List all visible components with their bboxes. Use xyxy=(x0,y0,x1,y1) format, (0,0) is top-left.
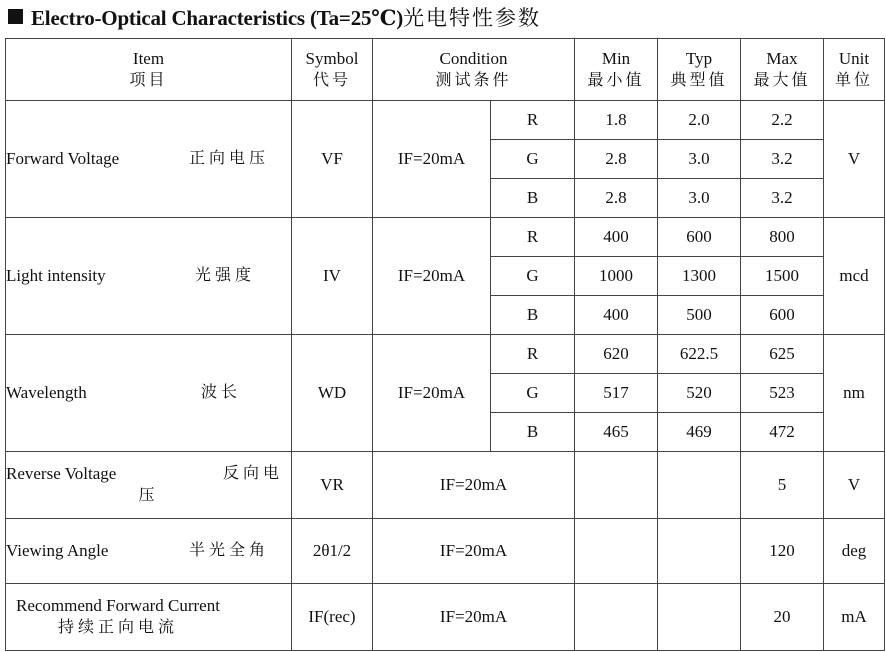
table-row-wavelength-r xyxy=(6,335,885,374)
color-cell: G xyxy=(491,257,575,296)
unit-cell: mA xyxy=(824,584,885,651)
color-cell: G xyxy=(491,374,575,413)
max-cell: 625 xyxy=(741,335,824,374)
table-row-light-intensity-r xyxy=(6,218,885,257)
header-typ-en: Typ xyxy=(685,48,713,68)
color-cell: G xyxy=(491,140,575,179)
color-cell: R xyxy=(491,218,575,257)
header-condition xyxy=(373,39,575,101)
symbol-cell: VF xyxy=(292,101,373,218)
header-min xyxy=(575,39,658,101)
typ-cell xyxy=(658,519,741,584)
typ-cell: 3.0 xyxy=(658,179,741,218)
typ-cell: 1300 xyxy=(658,257,741,296)
table-row-viewing-angle xyxy=(6,519,885,584)
header-symbol xyxy=(292,39,373,101)
typ-cell: 600 xyxy=(658,218,741,257)
condition-cell: IF=20mA xyxy=(373,101,491,218)
condition-cell: IF=20mA xyxy=(373,519,575,584)
header-symbol-en: Symbol xyxy=(305,48,359,68)
item-cn-wrap: 压 xyxy=(138,487,159,504)
table-row-reverse-voltage xyxy=(6,452,885,519)
max-cell: 472 xyxy=(741,413,824,452)
electro-optical-table xyxy=(5,38,885,651)
max-cell: 2.2 xyxy=(741,101,824,140)
typ-cell: 500 xyxy=(658,296,741,335)
min-cell xyxy=(575,519,658,584)
item-reverse-voltage xyxy=(6,452,292,519)
item-light-intensity xyxy=(6,218,292,335)
symbol-cell: IV xyxy=(292,218,373,335)
header-min-cn: 最小值 xyxy=(587,71,645,89)
min-cell: 465 xyxy=(575,413,658,452)
max-cell: 20 xyxy=(741,584,824,651)
header-max xyxy=(741,39,824,101)
condition-cell: IF=20mA xyxy=(373,452,575,519)
item-en: Viewing Angle xyxy=(6,541,109,560)
min-cell: 517 xyxy=(575,374,658,413)
title-english: Electro-Optical Characteristics (Ta=25℃) xyxy=(31,6,404,30)
symbol-cell: 2θ1/2 xyxy=(292,519,373,584)
header-typ-cn: 典型值 xyxy=(670,71,728,89)
max-cell: 3.2 xyxy=(741,140,824,179)
unit-cell: V xyxy=(824,101,885,218)
table-row-recommend-forward-current xyxy=(6,584,885,651)
item-recommend-forward-current xyxy=(6,584,292,651)
header-max-en: Max xyxy=(766,48,798,68)
header-min-en: Min xyxy=(601,48,631,68)
min-cell xyxy=(575,452,658,519)
max-cell: 600 xyxy=(741,296,824,335)
header-item-cn: 项目 xyxy=(129,71,168,89)
typ-cell: 2.0 xyxy=(658,101,741,140)
min-cell: 400 xyxy=(575,218,658,257)
black-square-bullet-icon xyxy=(8,9,23,24)
color-cell: R xyxy=(491,335,575,374)
min-cell: 1000 xyxy=(575,257,658,296)
max-cell: 800 xyxy=(741,218,824,257)
section-title xyxy=(8,2,541,32)
max-cell: 1500 xyxy=(741,257,824,296)
item-cn: 半光全角 xyxy=(188,542,269,559)
header-symbol-cn: 代号 xyxy=(312,71,351,89)
item-en: Recommend Forward Current xyxy=(16,596,220,615)
header-item-en: Item xyxy=(132,48,165,68)
condition-cell: IF=20mA xyxy=(373,335,491,452)
header-condition-en: Condition xyxy=(439,48,508,68)
symbol-cell: VR xyxy=(292,452,373,519)
min-cell: 400 xyxy=(575,296,658,335)
min-cell: 1.8 xyxy=(575,101,658,140)
header-unit xyxy=(824,39,885,101)
color-cell: B xyxy=(491,179,575,218)
condition-cell: IF=20mA xyxy=(373,218,491,335)
title-chinese: 光电特性参数 xyxy=(403,6,542,30)
header-item xyxy=(6,39,292,101)
item-en: Wavelength xyxy=(6,383,87,402)
item-cn: 反向电 xyxy=(222,465,283,482)
color-cell: B xyxy=(491,413,575,452)
symbol-cell: WD xyxy=(292,335,373,452)
header-unit-cn: 单位 xyxy=(835,71,874,89)
max-cell: 523 xyxy=(741,374,824,413)
item-en: Forward Voltage xyxy=(6,149,120,168)
item-en: Light intensity xyxy=(6,266,106,285)
typ-cell xyxy=(658,584,741,651)
table-row-forward-voltage-r xyxy=(6,101,885,140)
typ-cell: 469 xyxy=(658,413,741,452)
max-cell: 5 xyxy=(741,452,824,519)
min-cell: 620 xyxy=(575,335,658,374)
item-en: Reverse Voltage xyxy=(6,464,117,483)
color-cell: R xyxy=(491,101,575,140)
min-cell: 2.8 xyxy=(575,140,658,179)
header-row xyxy=(6,39,885,101)
min-cell xyxy=(575,584,658,651)
item-cn: 持续正向电流 xyxy=(58,619,179,636)
item-cn: 光强度 xyxy=(194,267,255,284)
typ-cell xyxy=(658,452,741,519)
header-unit-en: Unit xyxy=(838,48,870,68)
unit-cell: V xyxy=(824,452,885,519)
symbol-cell: IF(rec) xyxy=(292,584,373,651)
condition-cell: IF=20mA xyxy=(373,584,575,651)
max-cell: 120 xyxy=(741,519,824,584)
item-viewing-angle xyxy=(6,519,292,584)
typ-cell: 3.0 xyxy=(658,140,741,179)
item-cn: 波长 xyxy=(200,384,241,401)
item-cn: 正向电压 xyxy=(188,150,269,167)
max-cell: 3.2 xyxy=(741,179,824,218)
unit-cell: nm xyxy=(824,335,885,452)
min-cell: 2.8 xyxy=(575,179,658,218)
unit-cell: deg xyxy=(824,519,885,584)
unit-cell: mcd xyxy=(824,218,885,335)
item-forward-voltage xyxy=(6,101,292,218)
header-max-cn: 最大值 xyxy=(753,71,811,89)
color-cell: B xyxy=(491,296,575,335)
typ-cell: 622.5 xyxy=(658,335,741,374)
typ-cell: 520 xyxy=(658,374,741,413)
header-condition-cn: 测试条件 xyxy=(435,71,512,89)
item-wavelength xyxy=(6,335,292,452)
header-typ xyxy=(658,39,741,101)
